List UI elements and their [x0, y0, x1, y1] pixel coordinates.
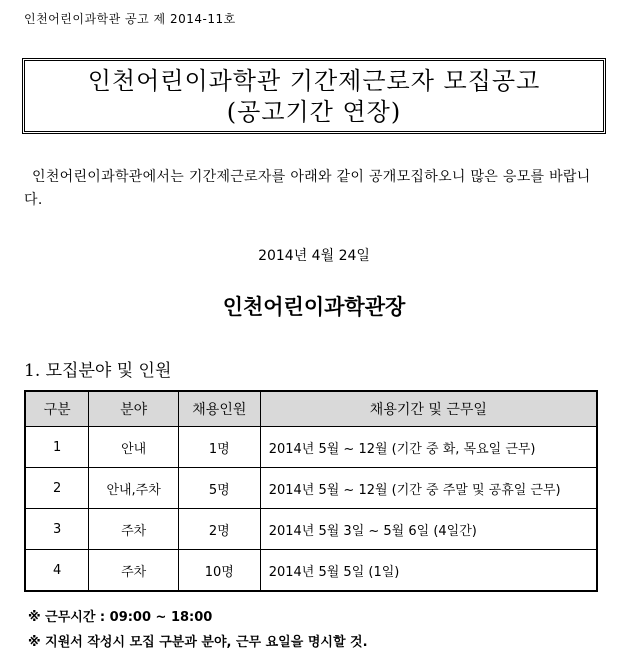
header-division: 구분 — [25, 391, 89, 427]
intro-paragraph: 인천어린이과학관에서는 기간제근로자를 아래와 같이 공개모집하오니 많은 응모를 바랍니다. — [24, 169, 591, 208]
header-count: 채용인원 — [178, 391, 260, 427]
cell-count: 5명 — [178, 468, 260, 509]
table-row — [25, 468, 597, 509]
notice-date: 2014년 4월 24일 — [258, 248, 370, 264]
page-subtitle: (공고기간 연장) — [226, 98, 402, 126]
cell-period: 2014년 5월 ~ 12월 (기간 중 화, 목요일 근무) — [260, 427, 597, 468]
title-box — [22, 58, 606, 134]
cell-field: 주차 — [89, 550, 179, 592]
header-field: 분야 — [89, 391, 179, 427]
cell-count: 1명 — [178, 427, 260, 468]
cell-division: 3 — [25, 509, 89, 550]
cell-division: 1 — [25, 427, 89, 468]
notice-number: 인천어린이과학관 공고 제 2014-11호 — [24, 12, 236, 26]
recruitment-table — [24, 390, 598, 592]
cell-division: 4 — [25, 550, 89, 592]
table-row — [25, 509, 597, 550]
table-header-row — [25, 391, 597, 427]
cell-field: 주차 — [89, 509, 179, 550]
cell-period: 2014년 5월 3일 ~ 5월 6일 (4일간) — [260, 509, 597, 550]
table-row — [25, 427, 597, 468]
section-title: 1. 모집분야 및 인원 — [24, 361, 172, 381]
note-application: ※ 지원서 작성시 모집 구분과 분야, 근무 요일을 명시할 것. — [28, 635, 368, 650]
cell-field: 안내 — [89, 427, 179, 468]
cell-division: 2 — [25, 468, 89, 509]
cell-period: 2014년 5월 ~ 12월 (기간 중 주말 및 공휴일 근무) — [260, 468, 597, 509]
cell-period: 2014년 5월 5일 (1일) — [260, 550, 597, 592]
header-period: 채용기간 및 근무일 — [260, 391, 597, 427]
cell-count: 2명 — [178, 509, 260, 550]
page-title: 인천어린이과학관 기간제근로자 모집공고 — [87, 67, 541, 95]
cell-count: 10명 — [178, 550, 260, 592]
organization-name: 인천어린이과학관장 — [222, 294, 406, 319]
cell-field: 안내,주차 — [89, 468, 179, 509]
note-work-hours: ※ 근무시간 : 09:00 ~ 18:00 — [28, 610, 213, 625]
table-row — [25, 550, 597, 592]
